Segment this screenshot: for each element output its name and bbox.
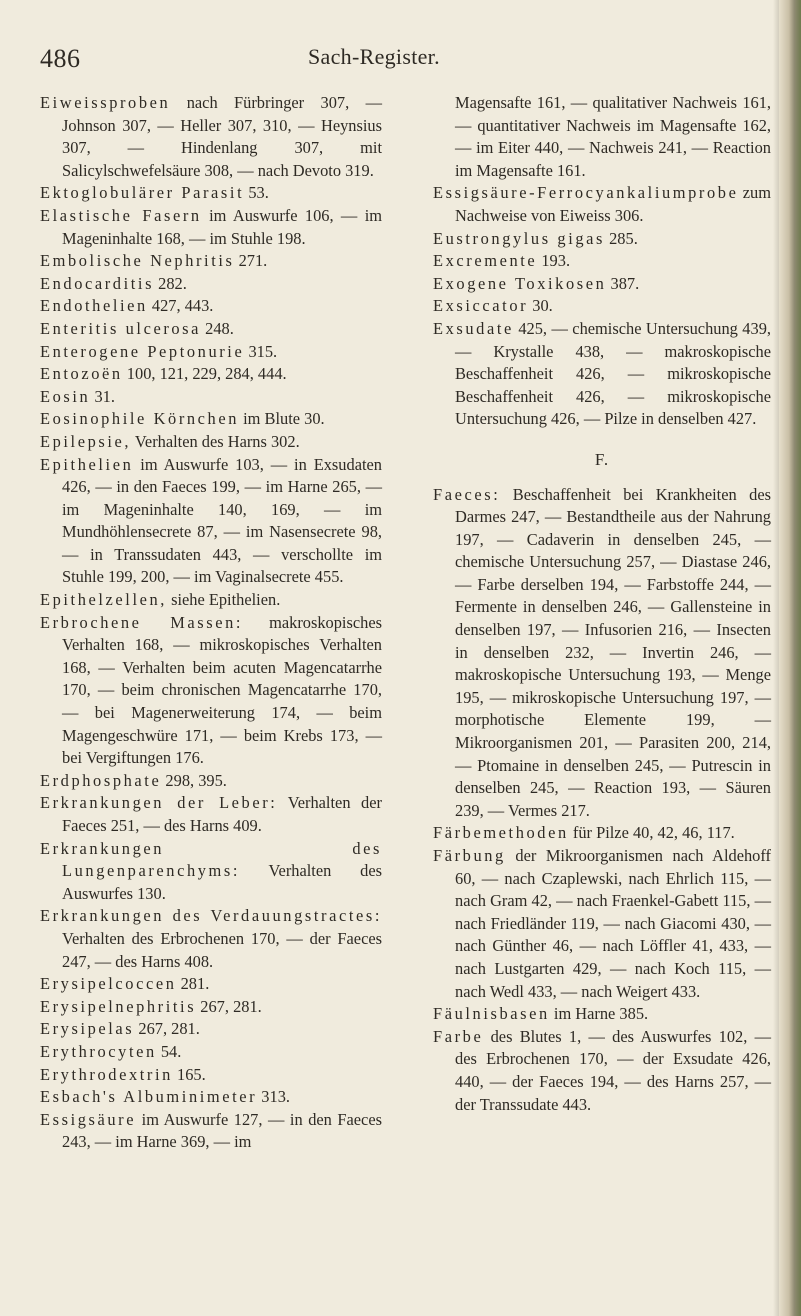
index-entry (433, 273, 771, 296)
page-number: 486 (40, 44, 81, 73)
index-keyword: Exsiccator (433, 296, 529, 316)
index-keyword: Färbung (433, 846, 506, 865)
book-spine-edge (779, 0, 801, 1316)
index-keyword: Färbemethoden (433, 823, 569, 843)
index-keyword: Faeces: (433, 484, 501, 504)
index-references: 267, 281. (134, 1019, 200, 1039)
index-keyword: Endothelien (40, 296, 148, 316)
index-keyword: Epithelien (40, 454, 134, 474)
index-references: 267, 281. (196, 996, 262, 1016)
index-references: 387. (606, 273, 640, 293)
index-keyword: Farbe (433, 1026, 484, 1046)
index-keyword: Eiweissproben (40, 93, 171, 112)
index-references: Verhalten des Erbrochenen 170, — der Faeces 247, — des Harns 408. (62, 928, 382, 971)
index-keyword: Essigsäure (40, 1109, 137, 1129)
index-entries-e-continued (433, 92, 771, 431)
index-references: im Auswurfe 106, — im Mageninhalte 168, — im Stuhle 198. (62, 205, 382, 248)
index-keyword: Eosinophile Körnchen (40, 409, 240, 429)
index-keyword: Enteritis ulcerosa (40, 318, 202, 338)
index-references: der Mikroorganismen nach Aldehoff 60, — nach Czaplewski, nach Ehrlich 115, — nach Gram 42, — nach Fraenkel-Gabett 115, — nach Friedländer 119, — nach Giacomi 430, — nach Günther 46, — nach Löffler 41, 433, — nach Lustgarten 429, — nach Koch 115, — nach Wedl 433, — nach Weigert 433. (455, 846, 771, 1001)
index-entry (40, 1018, 382, 1041)
index-keyword: Erkrankungen des Verdauungstractes: (40, 906, 382, 926)
index-keyword: Erkrankungen des Lungenparenchyms: (40, 838, 382, 881)
index-references: 53. (244, 183, 269, 203)
index-keyword: Epithelzellen, (40, 590, 167, 610)
index-entry (433, 484, 771, 823)
index-references: 285. (605, 228, 638, 248)
index-references: Beschaffenheit bei Krankheiten des Darmes 247, — Bestandtheile aus der Nahrung 197, — Cadaverin in denselben 245, — chemische Untersuchung 257, — Diastase 246, — Farbe derselben 194, — Farbstoffe 244, — Fermente in denselben 246, — Gallensteine in denselben 197, — Infusorien 216, — Insecten in denselben 232, — Invertin 246, — makroskopische Untersuchung 193, — Menge 195, — mikroskopische Untersuchung 197, — morphotische Elemente 199, — Mikroorganismen 201, — Parasiten 200, 214, — Ptomaine in denselben 245, — Putrescin in denselben 245, — Reaction 193, — Säuren 239, — Vermes 217. (455, 484, 771, 820)
index-keyword: Erdphosphate (40, 770, 162, 790)
index-keyword: Excremente (433, 251, 538, 271)
section-letter: F. (594, 449, 610, 469)
index-references: für Pilze 40, 42, 46, 117. (568, 823, 735, 843)
index-references: im Auswurfe 127, — in den Faeces 243, — im Harne 369, — im (62, 1109, 382, 1152)
index-references: siehe Epithelien. (166, 590, 281, 610)
index-entry (433, 1026, 771, 1116)
index-entry (40, 182, 382, 205)
index-keyword: Erythrodextrin (40, 1064, 173, 1084)
index-column-left (40, 92, 382, 1154)
index-entry (40, 273, 382, 296)
index-references: 281. (176, 974, 210, 994)
index-keyword: Exsudate (433, 318, 514, 338)
index-references: 298, 395. (161, 770, 227, 790)
index-keyword: Erythrocyten (40, 1041, 157, 1061)
index-keyword: Erkrankungen der Leber: (40, 793, 278, 813)
index-entry (40, 318, 382, 341)
index-keyword: Fäulnisbasen (433, 1004, 550, 1024)
index-entry (40, 770, 382, 793)
index-keyword: Eustrongylus gigas (433, 228, 606, 248)
index-references: im Harne 385. (549, 1004, 649, 1024)
index-entry (40, 1109, 382, 1154)
index-references: 282. (154, 273, 187, 293)
index-keyword: Embolische Nephritis (40, 251, 235, 271)
running-head: Sach-Register. (308, 44, 440, 69)
index-references: 193. (537, 251, 571, 271)
index-references: 248. (201, 318, 234, 338)
index-entry (433, 228, 771, 251)
index-entry (40, 973, 382, 996)
index-references: zum Nachweise von Eiweiss 306. (455, 183, 771, 225)
index-entry (40, 792, 382, 837)
index-references: 100, 121, 229, 284, 444. (122, 364, 287, 384)
index-keyword: Enterogene Peptonurie (40, 341, 245, 361)
index-entry (40, 92, 382, 182)
index-references: Verhalten der Faeces 251, — des Harns 409. (62, 793, 382, 835)
index-references: des Blutes 1, — des Auswurfes 102, — des Erbrochenen 170, — der Exsudate 426, 440, — der Faeces 194, — des Harns 257, — der Transsudate 443. (455, 1026, 771, 1114)
index-entry (40, 1086, 382, 1109)
index-entry (40, 612, 382, 770)
index-entry (40, 386, 382, 409)
index-keyword: Erbrochene Massen: (40, 612, 244, 632)
index-references: 313. (257, 1087, 290, 1107)
index-entry (433, 845, 771, 1003)
index-keyword: Ektoglobulärer Parasit (40, 183, 245, 203)
index-references: 427, 443. (147, 296, 214, 316)
index-entry (40, 838, 382, 906)
index-keyword: Esbach's Albuminimeter (40, 1087, 258, 1107)
index-references: Verhalten des Auswurfes 130. (62, 861, 382, 903)
index-entry (40, 341, 382, 364)
index-entry (40, 431, 382, 454)
index-entry (40, 454, 382, 590)
index-references: 315. (244, 341, 278, 361)
index-keyword: Entozoën (40, 364, 123, 384)
index-references: 30. (528, 296, 553, 316)
index-references: 31. (90, 386, 115, 406)
index-keyword: Elastische Fasern (40, 205, 202, 225)
index-keyword: Epilepsie, (40, 431, 132, 451)
index-references: 425, — chemische Untersuchung 439, — Krystalle 438, — makroskopische Beschaffenheit 426, — mikroskopische Beschaffenheit 426, — mikroskopische Untersuchung 426, — Pilze in denselben 427. (455, 318, 771, 429)
index-references: im Blute 30. (239, 409, 325, 429)
index-references: Magensafte 161, — qualitativer Nachweis 161, — quantitativer Nachweis im Magensafte 162, — im Eiter 440, — Nachweis 241, — Reaction im Magensafte 161. (455, 93, 771, 180)
index-entry (40, 250, 382, 273)
index-keyword: Erysipelas (40, 1019, 135, 1039)
index-entry (40, 589, 382, 612)
index-entry (40, 205, 382, 250)
index-keyword: Eosin (40, 386, 91, 406)
index-references: 271. (234, 251, 268, 271)
index-entry (40, 363, 382, 386)
index-entry (433, 822, 771, 845)
index-entries-f (433, 484, 771, 1117)
index-keyword: Erysipelnephritis (40, 996, 197, 1016)
index-keyword: Essigsäure-Ferrocyankaliumprobe (433, 183, 739, 203)
index-references: Verhalten des Harns 302. (131, 431, 300, 451)
index-entry (40, 905, 382, 973)
index-entry (433, 182, 771, 227)
index-references: 54. (156, 1041, 182, 1061)
index-entry (40, 1041, 382, 1064)
index-entry (40, 996, 382, 1019)
index-references: nach Fürbringer 307, — Johnson 307, — Heller 307, 310, — Heynsius 307, — Hindenlang 307, mit Salicylschwefelsäure 308, — nach Devoto 319. (62, 93, 382, 180)
index-references: makroskopisches Verhalten 168, — mikroskopisches Verhalten 168, — Verhalten beim acuten Magencatarrhe 170, — beim chronischen Magencatarrhe 170, — bei Magenerweiterung 174, — beim Magengeschwüre 171, — beim Krebs 173, — bei Vergiftungen 176. (62, 612, 382, 768)
index-references: im Auswurfe 103, — in Exsudaten 426, — in den Faeces 199, — im Harne 265, — im Mageninhalte 140, 169, — im Mundhöhlensecrete 87, — im Nasensecrete 98, — in Transsudaten 443, — verschollte im Stuhle 199, 200, — im Vaginalsecrete 455. (62, 454, 382, 587)
index-entry (433, 1003, 771, 1026)
index-entry (433, 92, 771, 182)
index-entry (433, 250, 771, 273)
index-entry (40, 1064, 382, 1087)
index-keyword: Exogene Toxikosen (433, 273, 607, 293)
index-entry (433, 318, 771, 431)
index-keyword: Endocarditis (40, 273, 155, 293)
index-entry (40, 408, 382, 431)
index-entry (433, 295, 771, 318)
index-entry (40, 295, 382, 318)
index-column-right (433, 92, 771, 1116)
index-references: 165. (172, 1064, 206, 1084)
index-keyword: Erysipelcoccen (40, 974, 177, 994)
